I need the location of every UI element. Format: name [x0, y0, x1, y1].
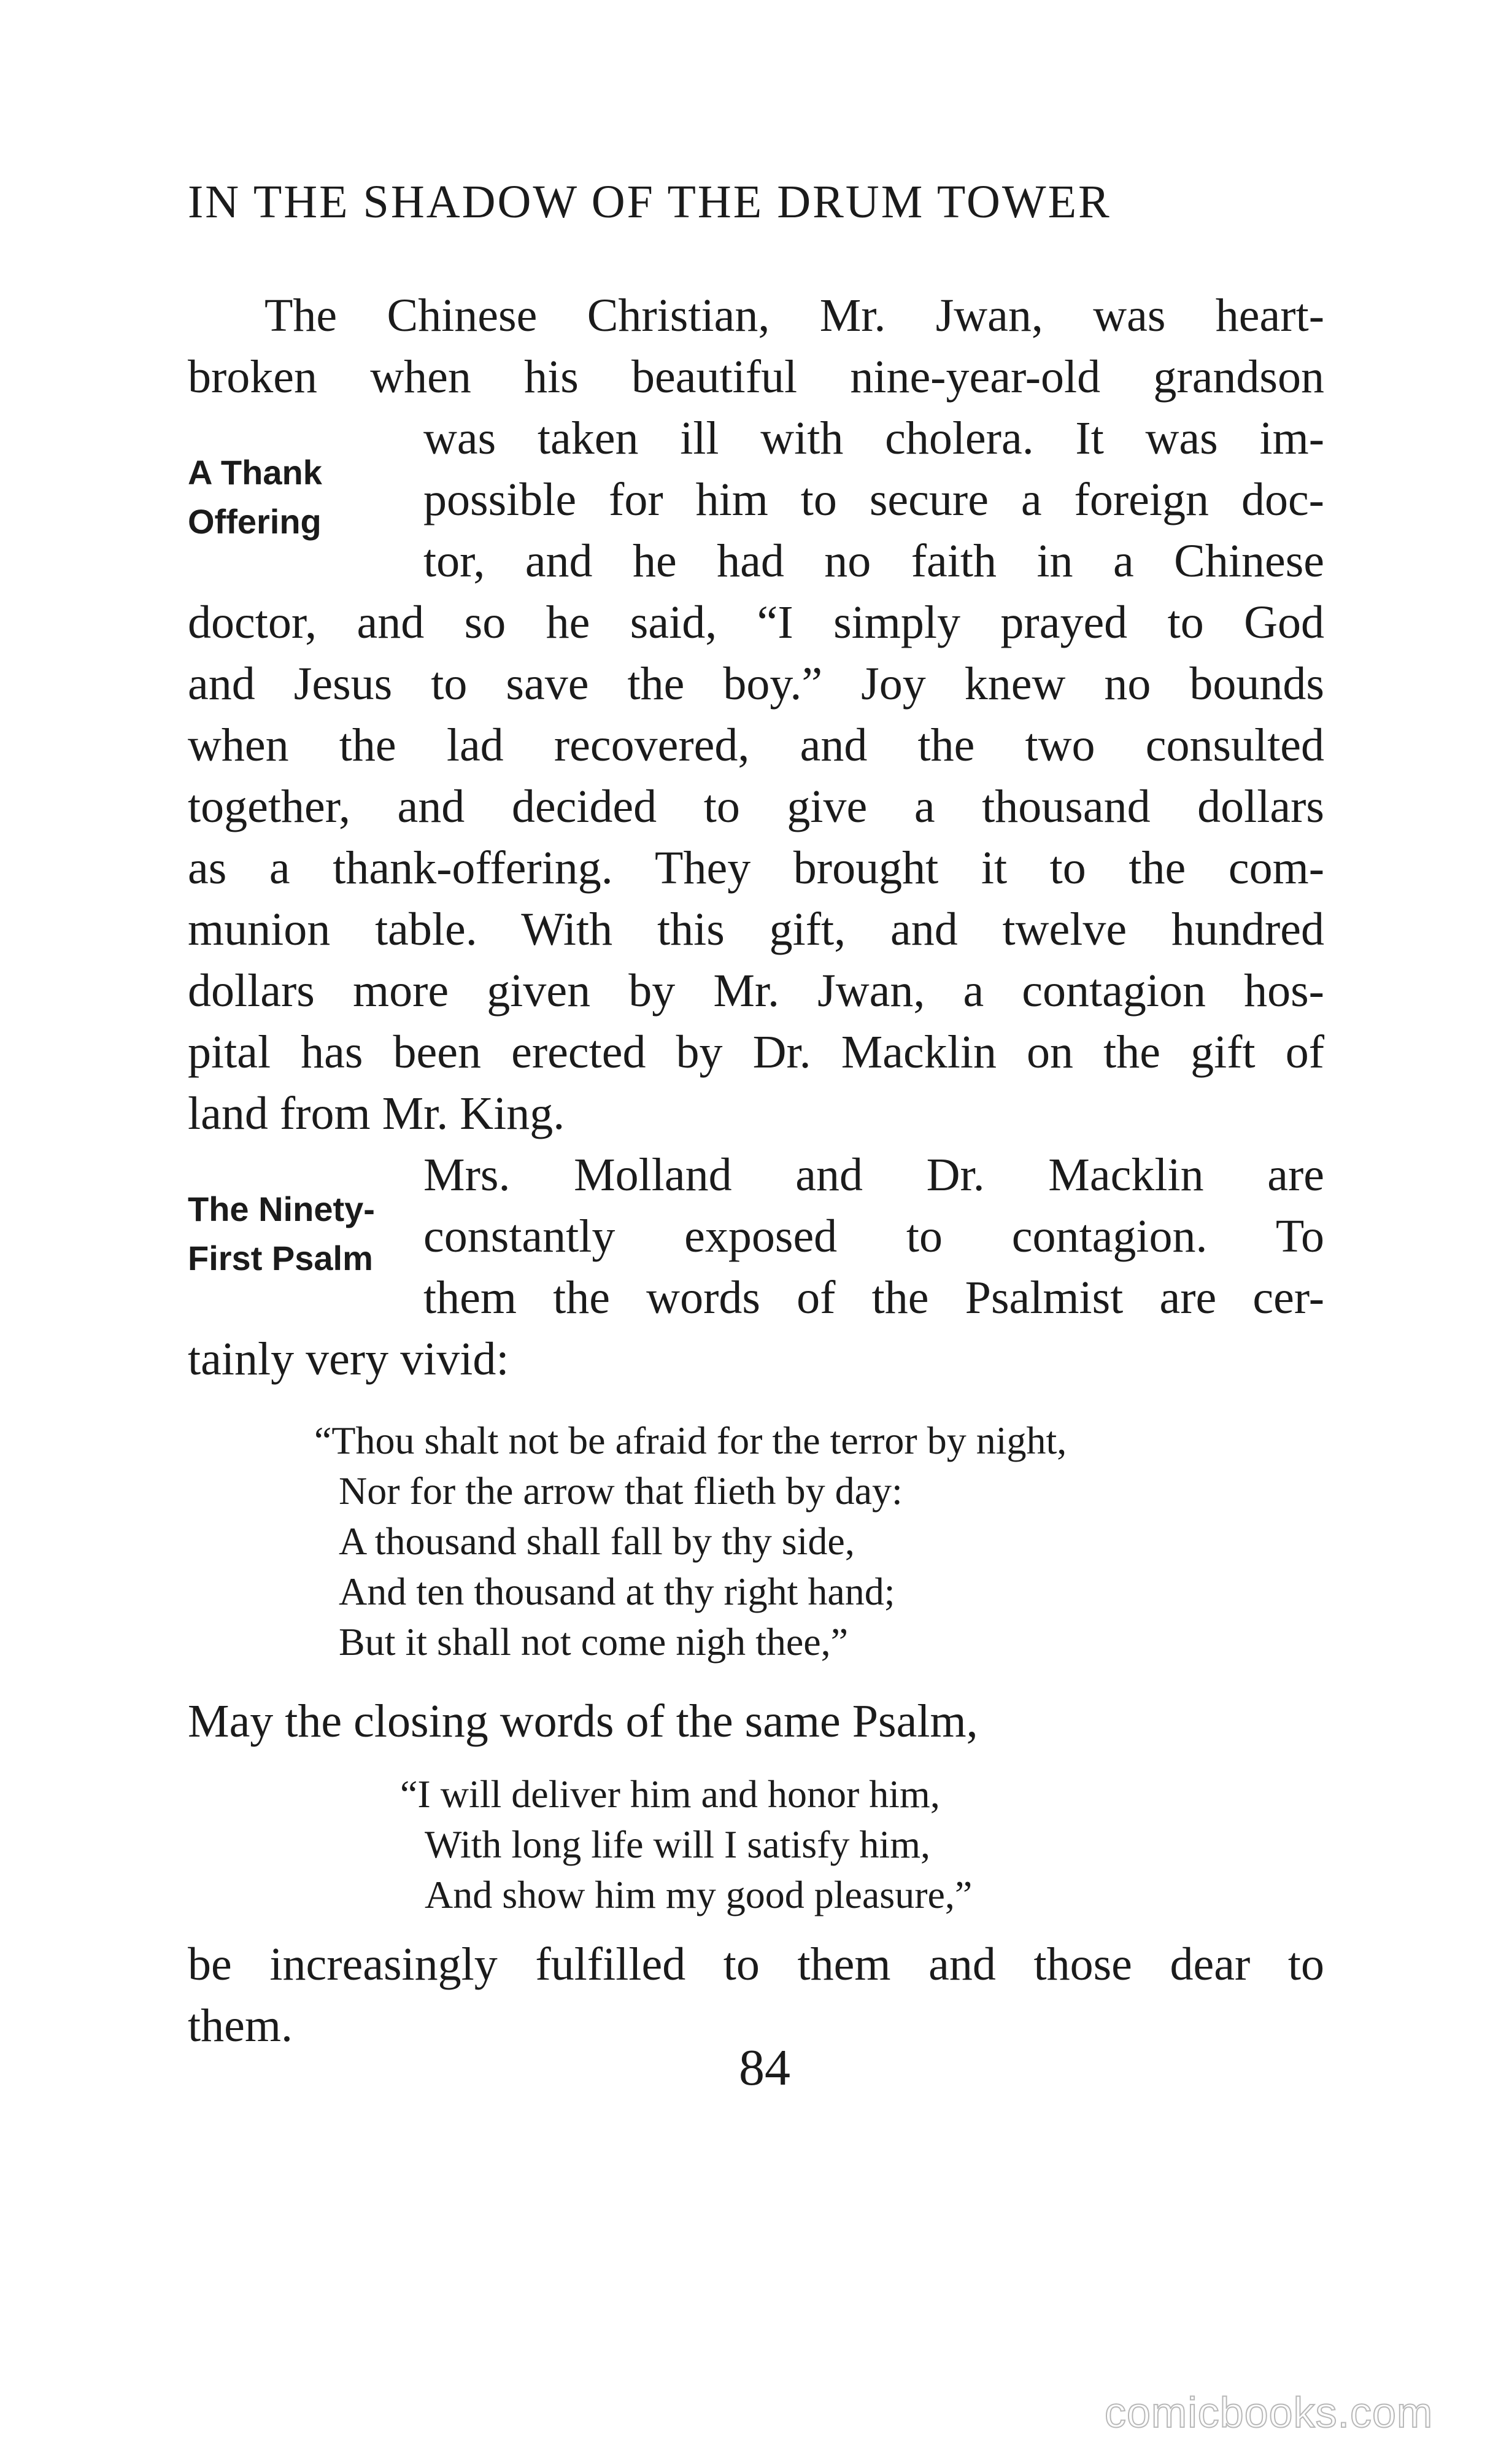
- text-line: them the words of the Psalmist are cer-: [423, 1272, 1324, 1323]
- quote-line: And ten thousand at thy right hand;: [339, 1570, 895, 1613]
- text-line: doctor, and so he said, “I simply prayed to God: [188, 597, 1324, 648]
- sidenote-line: Offering: [188, 502, 322, 541]
- psalm-quote-2: [400, 1769, 972, 1920]
- text-line: possible for him to secure a foreign doc-: [423, 474, 1324, 525]
- text-line: dollars more given by Mr. Jwan, a contagion hos-: [188, 965, 1324, 1017]
- text-line: land from Mr. King.: [188, 1088, 565, 1139]
- quote-line: But it shall not come nigh thee,”: [339, 1620, 849, 1664]
- paragraph-closing-words: [188, 1691, 1324, 1752]
- quote-line: With long life will I satisfy him,: [425, 1823, 930, 1866]
- sidenote-thank-offering: [188, 448, 322, 546]
- text-line: tainly very vivid:: [188, 1333, 509, 1385]
- text-line: Mrs. Molland and Dr. Macklin are: [423, 1149, 1324, 1201]
- sidenote-line: The Ninety-: [188, 1190, 375, 1228]
- sidenote-ninety-first-psalm: [188, 1185, 375, 1283]
- quote-line: “I will deliver him and honor him,: [400, 1772, 940, 1816]
- quote-line: A thousand shall fall by thy side,: [339, 1519, 855, 1563]
- quote-line: Nor for the arrow that flieth by day:: [339, 1469, 903, 1513]
- text-line: tor, and he had no faith in a Chinese: [423, 535, 1324, 587]
- sidenote-line: First Psalm: [188, 1239, 373, 1277]
- text-line: pital has been erected by Dr. Macklin on the gift of: [188, 1026, 1324, 1078]
- text-line: together, and decided to give a thousand dollars: [188, 781, 1324, 832]
- text-line: munion table. With this gift, and twelve hundred: [188, 904, 1324, 955]
- text-line: The Chinese Christian, Mr. Jwan, was heart-: [264, 290, 1324, 341]
- text-line: May the closing words of the same Psalm,: [188, 1695, 978, 1747]
- text-line: constantly exposed to contagion. To: [423, 1211, 1324, 1262]
- text-line: when the lad recovered, and the two consulted: [188, 719, 1324, 771]
- psalm-quote-1: [314, 1416, 1067, 1667]
- text-line: them.: [188, 2000, 293, 2051]
- page-number: 84: [739, 2039, 790, 2096]
- quote-line: And show him my good pleasure,”: [425, 1873, 973, 1916]
- text-line: was taken ill with cholera. It was im-: [423, 413, 1324, 464]
- watermark: comicbooks.com: [1105, 2388, 1433, 2436]
- paragraph-thank-offering: [188, 285, 1324, 1144]
- sidenote-line: A Thank: [188, 453, 322, 492]
- quote-line: “Thou shalt not be afraid for the terror by night,: [314, 1419, 1067, 1462]
- text-line: broken when his beautiful nine-year-old grandson: [188, 351, 1324, 403]
- running-header: IN THE SHADOW OF THE DRUM TOWER: [188, 176, 1111, 228]
- text-line: be increasingly fulfilled to them and those dear to: [188, 1939, 1324, 1990]
- text-line: and Jesus to save the boy.” Joy knew no bounds: [188, 658, 1324, 710]
- text-line: as a thank-offering. They brought it to the com-: [188, 842, 1324, 894]
